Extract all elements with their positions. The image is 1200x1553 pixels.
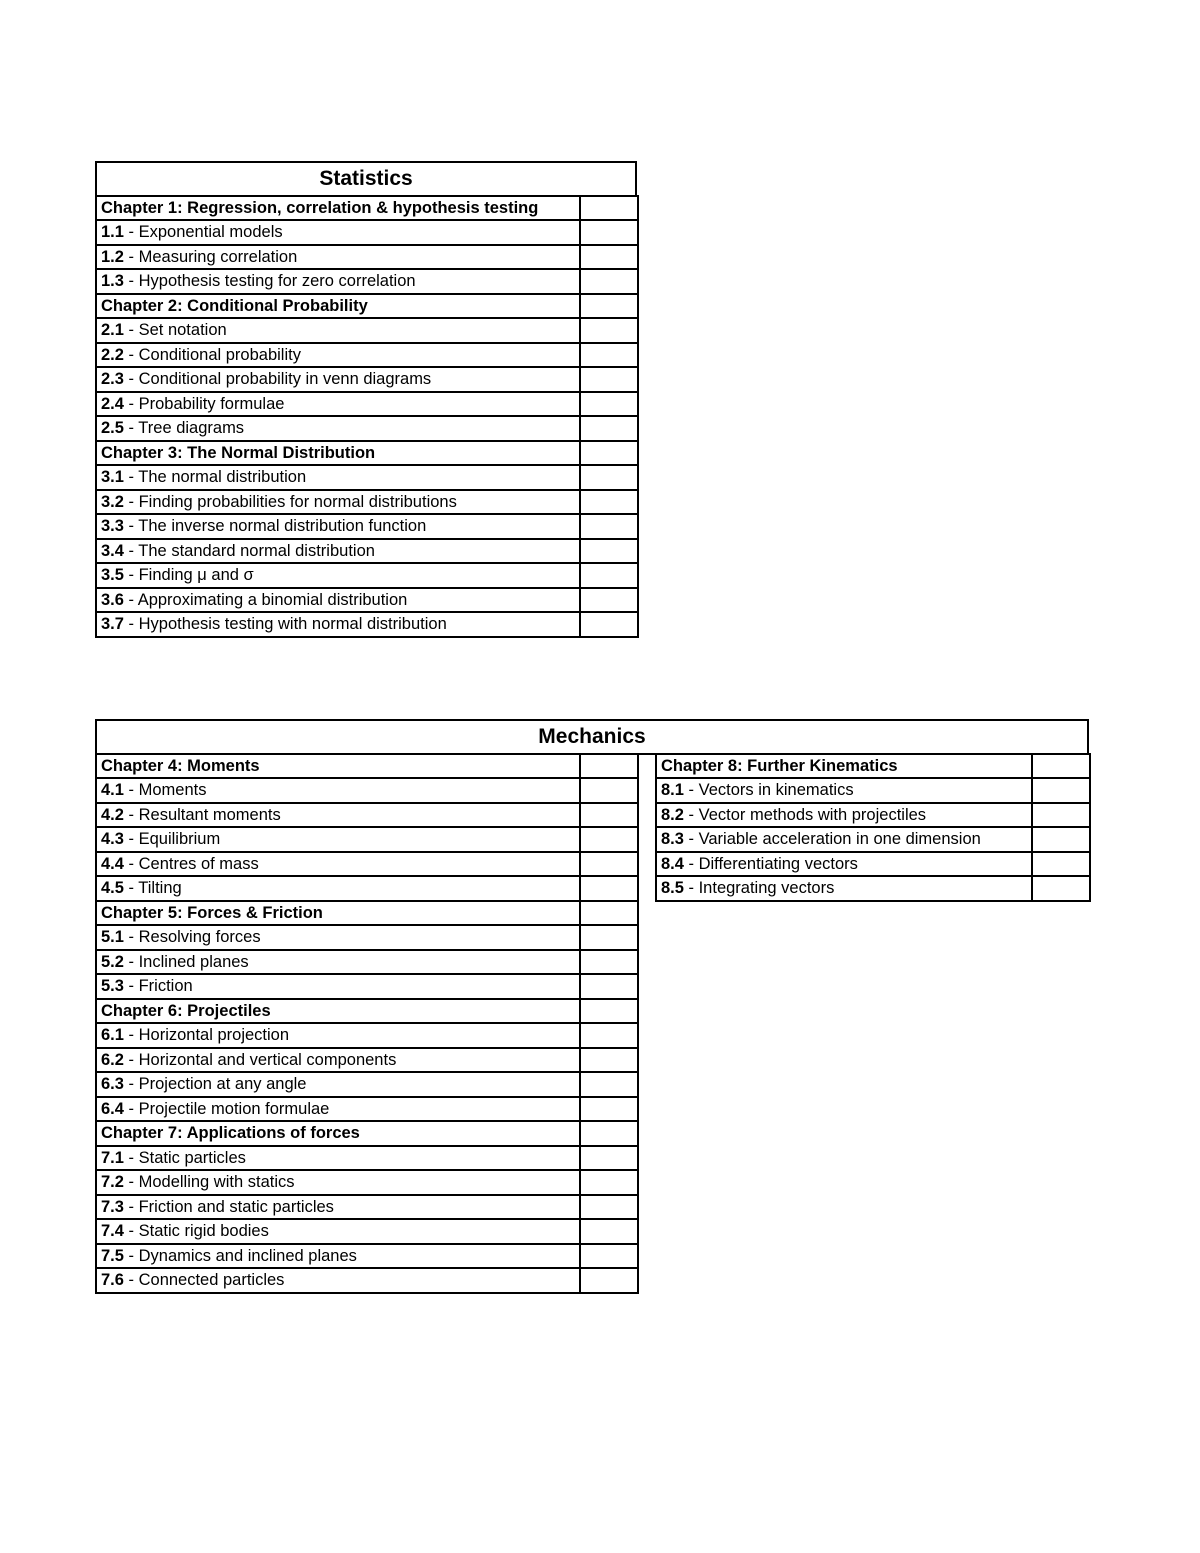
chapter-row (96, 441, 638, 466)
topic-label (96, 588, 580, 613)
checkbox-cell[interactable] (580, 1268, 638, 1293)
topic-label (96, 269, 580, 294)
topic-number: 6.3 (101, 1075, 124, 1093)
topic-title: - Hypothesis testing with normal distribution (123, 615, 447, 633)
mechanics-title: Mechanics (95, 719, 1089, 755)
topic-row (96, 392, 638, 417)
topic-label (96, 974, 580, 999)
checkbox-cell[interactable] (1032, 803, 1090, 828)
topic-number: 1.3 (101, 272, 124, 290)
topic-number: 6.4 (101, 1099, 124, 1118)
topic-row (96, 514, 638, 539)
topic-label (656, 778, 1032, 803)
checkbox-cell[interactable] (1032, 876, 1090, 901)
topic-row (96, 343, 638, 368)
topic-number: 3.5 (101, 566, 124, 584)
topic-title: - Set notation (123, 321, 227, 339)
topic-number: 4.5 (101, 879, 124, 897)
checkbox-cell[interactable] (580, 343, 638, 368)
chapter-heading: Chapter 6: Projectiles (96, 999, 580, 1024)
topic-title: - Conditional probability (123, 345, 301, 364)
topic-label (96, 1072, 580, 1097)
topic-row (656, 876, 1090, 901)
topic-label (96, 876, 580, 901)
topic-title: - Friction (123, 977, 193, 995)
statistics-title: Statistics (95, 161, 637, 197)
topic-title: - Resultant moments (123, 805, 281, 824)
topic-title: - Vectors in kinematics (683, 781, 854, 799)
mechanics-section (95, 719, 1089, 1289)
topic-number: 4.1 (101, 781, 124, 799)
topic-row (96, 465, 638, 490)
checkbox-cell[interactable] (580, 367, 638, 392)
topic-number: 7.1 (101, 1148, 124, 1167)
topic-row (96, 1097, 638, 1122)
checkbox-cell[interactable] (1032, 852, 1090, 877)
topic-number: 6.1 (101, 1026, 124, 1044)
checkbox-cell[interactable] (580, 1219, 638, 1244)
topic-title: - Conditional probability in venn diagrams (123, 370, 432, 388)
topic-number: 7.3 (101, 1197, 124, 1216)
topic-title: - Resolving forces (123, 928, 261, 946)
topic-row (96, 852, 638, 877)
topic-number: 2.5 (101, 419, 124, 437)
checkbox-cell[interactable] (580, 1170, 638, 1195)
topic-number: 5.1 (101, 928, 124, 946)
topic-label (96, 490, 580, 515)
topic-title: - Static particles (123, 1148, 246, 1167)
checkbox-cell[interactable] (580, 925, 638, 950)
topic-row (96, 1023, 638, 1048)
topic-title: - Centres of mass (123, 854, 259, 873)
topic-label (96, 778, 580, 803)
topic-row (96, 1195, 638, 1220)
topic-number: 3.2 (101, 492, 124, 511)
topic-row (96, 220, 638, 245)
topic-row (96, 803, 638, 828)
checkbox-cell[interactable] (580, 416, 638, 441)
checkbox-cell[interactable] (580, 563, 638, 588)
topic-label (96, 343, 580, 368)
topic-label (96, 1170, 580, 1195)
topic-title: - Variable acceleration in one dimension (683, 830, 981, 848)
topic-title: - Approximating a binomial distribution (123, 590, 408, 609)
topic-label (96, 465, 580, 490)
topic-number: 8.1 (661, 781, 684, 799)
checkbox-cell[interactable] (580, 876, 638, 901)
topic-label (96, 539, 580, 564)
checkbox-cell[interactable] (580, 754, 638, 779)
checkbox-cell[interactable] (580, 1121, 638, 1146)
topic-label (96, 925, 580, 950)
topic-row (96, 490, 638, 515)
checkbox-cell[interactable] (580, 1048, 638, 1073)
mechanics-right-table (655, 753, 1091, 902)
topic-title: - The normal distribution (123, 468, 307, 486)
chapter-row (96, 999, 638, 1024)
topic-label (656, 852, 1032, 877)
chapter-row (96, 754, 638, 779)
checkbox-cell[interactable] (580, 1195, 638, 1220)
topic-number: 7.4 (101, 1222, 124, 1240)
topic-row (96, 318, 638, 343)
checkbox-cell[interactable] (580, 1146, 638, 1171)
topic-label (96, 612, 580, 637)
topic-title: - Vector methods with projectiles (683, 805, 927, 824)
topic-number: 3.6 (101, 590, 124, 609)
checkbox-cell[interactable] (580, 827, 638, 852)
topic-number: 3.4 (101, 541, 124, 560)
chapter-heading: Chapter 8: Further Kinematics (656, 754, 1032, 779)
topic-row (96, 588, 638, 613)
checkbox-cell[interactable] (580, 950, 638, 975)
topic-row (96, 1170, 638, 1195)
topic-number: 4.4 (101, 854, 124, 873)
chapter-row (656, 754, 1090, 779)
topic-row (96, 367, 638, 392)
topic-row (96, 245, 638, 270)
topic-title: - Integrating vectors (683, 879, 835, 897)
checkbox-cell[interactable] (580, 196, 638, 221)
topic-number: 4.3 (101, 830, 124, 848)
topic-row (96, 563, 638, 588)
topic-number: 2.2 (101, 345, 124, 364)
topic-label (96, 563, 580, 588)
topic-label (96, 803, 580, 828)
topic-number: 8.2 (661, 805, 684, 824)
checkbox-cell[interactable] (580, 294, 638, 319)
topic-row (96, 612, 638, 637)
topic-title: - Dynamics and inclined planes (123, 1246, 357, 1265)
topic-label (656, 803, 1032, 828)
checkbox-cell[interactable] (580, 539, 638, 564)
topic-label (96, 514, 580, 539)
topic-label (96, 367, 580, 392)
topic-title: - Tree diagrams (123, 419, 245, 437)
topic-row (96, 925, 638, 950)
topic-label (96, 950, 580, 975)
checkbox-cell[interactable] (580, 1023, 638, 1048)
checkbox-cell[interactable] (580, 465, 638, 490)
topic-number: 5.2 (101, 952, 124, 971)
topic-number: 8.5 (661, 879, 684, 897)
topic-number: 7.6 (101, 1271, 124, 1289)
checkbox-cell[interactable] (580, 1097, 638, 1122)
topic-row (96, 1146, 638, 1171)
topic-label (96, 1244, 580, 1269)
checkbox-cell[interactable] (580, 803, 638, 828)
topic-row (96, 778, 638, 803)
topic-label (656, 827, 1032, 852)
topic-row (96, 876, 638, 901)
topic-title: - Measuring correlation (123, 247, 298, 266)
chapter-heading: Chapter 3: The Normal Distribution (96, 441, 580, 466)
topic-number: 8.4 (661, 854, 684, 873)
checkbox-cell[interactable] (1032, 827, 1090, 852)
topic-title: - Friction and static particles (123, 1197, 334, 1216)
checkbox-cell[interactable] (580, 490, 638, 515)
checkbox-cell[interactable] (580, 441, 638, 466)
checkbox-cell[interactable] (580, 588, 638, 613)
topic-number: 1.1 (101, 223, 124, 241)
chapter-row (96, 1121, 638, 1146)
topic-number: 2.3 (101, 370, 124, 388)
topic-title: - The inverse normal distribution function (123, 517, 427, 535)
topic-label (96, 1219, 580, 1244)
checkbox-cell[interactable] (580, 1072, 638, 1097)
topic-number: 6.2 (101, 1050, 124, 1069)
statistics-section (95, 161, 637, 638)
topic-row (656, 827, 1090, 852)
checkbox-cell[interactable] (580, 778, 638, 803)
chapter-row (96, 196, 638, 221)
topic-row (656, 803, 1090, 828)
topic-label (96, 1195, 580, 1220)
checkbox-cell[interactable] (1032, 778, 1090, 803)
topic-title: - Differentiating vectors (683, 854, 858, 873)
checkbox-cell[interactable] (580, 612, 638, 637)
topic-number: 4.2 (101, 805, 124, 824)
topic-number: 5.3 (101, 977, 124, 995)
chapter-row (96, 294, 638, 319)
checkbox-cell[interactable] (580, 392, 638, 417)
topic-number: 3.7 (101, 615, 124, 633)
topic-title: - Horizontal and vertical components (123, 1050, 397, 1069)
topic-row (656, 778, 1090, 803)
topic-row (96, 1219, 638, 1244)
checkbox-cell[interactable] (580, 852, 638, 877)
topic-number: 8.3 (661, 830, 684, 848)
topic-row (96, 950, 638, 975)
topic-label (96, 852, 580, 877)
topic-row (96, 1048, 638, 1073)
topic-row (96, 827, 638, 852)
topic-title: - Hypothesis testing for zero correlation (123, 272, 416, 290)
topic-label (96, 392, 580, 417)
topic-title: - Modelling with statics (123, 1173, 295, 1191)
topic-number: 7.5 (101, 1246, 124, 1265)
topic-title: - Equilibrium (123, 830, 221, 848)
checkbox-cell[interactable] (580, 220, 638, 245)
checkbox-cell[interactable] (1032, 754, 1090, 779)
topic-number: 1.2 (101, 247, 124, 266)
topic-label (96, 1268, 580, 1293)
topic-row (96, 1072, 638, 1097)
topic-title: - Connected particles (123, 1271, 285, 1289)
topic-label (96, 1048, 580, 1073)
checkbox-cell[interactable] (580, 245, 638, 270)
topic-row (96, 416, 638, 441)
checkbox-cell[interactable] (580, 1244, 638, 1269)
chapter-heading: Chapter 5: Forces & Friction (96, 901, 580, 926)
topic-label (96, 318, 580, 343)
topic-title: - Horizontal projection (123, 1026, 290, 1044)
topic-row (96, 539, 638, 564)
topic-label (96, 416, 580, 441)
checkbox-cell[interactable] (580, 269, 638, 294)
chapter-heading: Chapter 7: Applications of forces (96, 1121, 580, 1146)
topic-title: - Finding probabilities for normal distributions (123, 492, 457, 511)
topic-title: - Projectile motion formulae (123, 1099, 330, 1118)
topic-row (656, 852, 1090, 877)
topic-row (96, 1244, 638, 1269)
topic-title: - Exponential models (123, 223, 283, 241)
topic-label (96, 1146, 580, 1171)
checkbox-cell[interactable] (580, 974, 638, 999)
checkbox-cell[interactable] (580, 318, 638, 343)
topic-label (656, 876, 1032, 901)
mechanics-left-table (95, 753, 639, 1294)
topic-title: - The standard normal distribution (123, 541, 375, 560)
topic-title: - Projection at any angle (123, 1075, 307, 1093)
topic-row (96, 974, 638, 999)
checkbox-cell[interactable] (580, 901, 638, 926)
topic-title: - Moments (123, 781, 207, 799)
topic-label (96, 245, 580, 270)
topic-number: 2.4 (101, 394, 124, 413)
topic-title: - Finding μ and σ (123, 566, 254, 584)
topic-number: 3.3 (101, 517, 124, 535)
checkbox-cell[interactable] (580, 514, 638, 539)
topic-label (96, 1097, 580, 1122)
chapter-heading: Chapter 2: Conditional Probability (96, 294, 580, 319)
topic-number: 7.2 (101, 1173, 124, 1191)
topic-row (96, 269, 638, 294)
topic-row (96, 1268, 638, 1293)
topic-label (96, 220, 580, 245)
checkbox-cell[interactable] (580, 999, 638, 1024)
statistics-table (95, 195, 639, 638)
chapter-heading: Chapter 4: Moments (96, 754, 580, 779)
topic-number: 2.1 (101, 321, 124, 339)
topic-title: - Tilting (123, 879, 182, 897)
topic-title: - Inclined planes (123, 952, 249, 971)
topic-label (96, 827, 580, 852)
topic-label (96, 1023, 580, 1048)
topic-title: - Static rigid bodies (123, 1222, 269, 1240)
topic-title: - Probability formulae (123, 394, 285, 413)
chapter-heading: Chapter 1: Regression, correlation & hypothesis testing (96, 196, 580, 221)
topic-number: 3.1 (101, 468, 124, 486)
chapter-row (96, 901, 638, 926)
